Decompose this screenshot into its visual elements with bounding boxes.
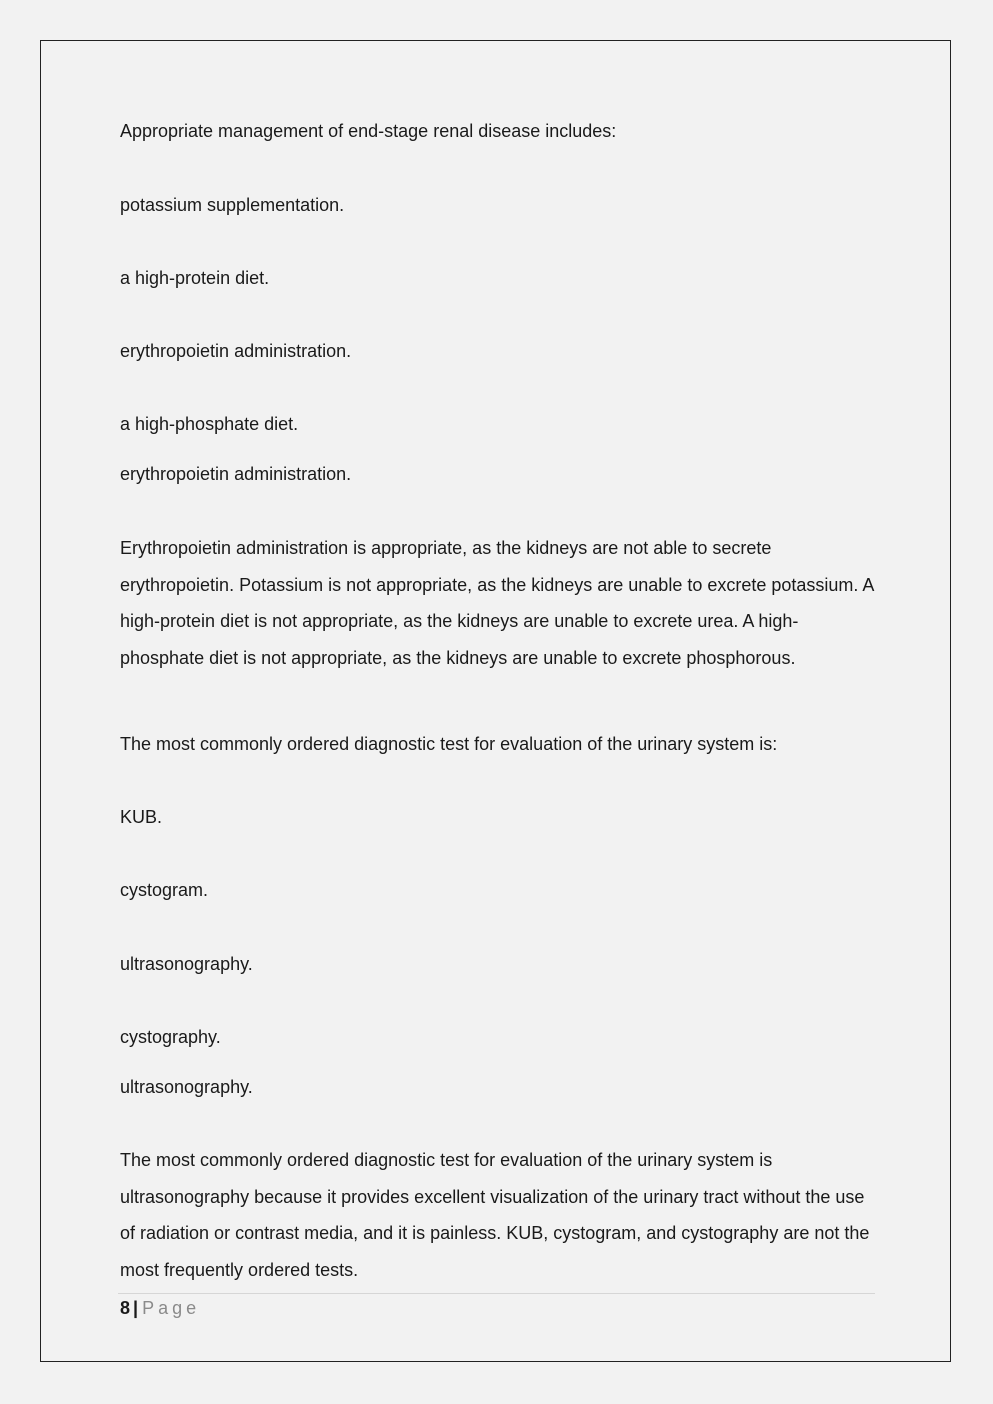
question-1-option-d: a high-phosphate diet. bbox=[120, 414, 299, 434]
question-1-rationale: Erythropoietin administration is appropriate, as the kidneys are not able to secrete erythropoietin. Potassium is not appropriate, as the kidneys are unable to excrete potassium. A high-protein diet is not appropriate, as the kidneys are unable to excrete urea. A high-phosphate diet is not appropriate, as the kidneys are unable to excrete phosphorous. bbox=[120, 538, 874, 668]
page-label: Page bbox=[142, 1298, 201, 1318]
question-1-answer: erythropoietin administration. bbox=[120, 464, 352, 484]
footer-separator: | bbox=[133, 1298, 139, 1318]
page-number: 8 bbox=[120, 1298, 131, 1318]
question-2-text: The most commonly ordered diagnostic test for evaluation of the urinary system is: bbox=[120, 734, 778, 754]
question-1-text: Appropriate management of end-stage renal disease includes: bbox=[120, 121, 617, 141]
question-2-option-c: ultrasonography. bbox=[120, 954, 253, 974]
question-1-option-a: potassium supplementation. bbox=[120, 195, 345, 215]
question-1-option-c: erythropoietin administration. bbox=[120, 341, 352, 361]
question-2-answer: ultrasonography. bbox=[120, 1077, 253, 1097]
question-2-option-d: cystography. bbox=[120, 1027, 221, 1047]
question-1-option-b: a high-protein diet. bbox=[120, 268, 270, 288]
question-2-option-b: cystogram. bbox=[120, 880, 209, 900]
question-2-option-a: KUB. bbox=[120, 807, 163, 827]
footer-divider bbox=[118, 1293, 875, 1294]
question-2-rationale: The most commonly ordered diagnostic test for evaluation of the urinary system is ultrasonography because it provides excellent visualization of the urinary tract without the use of radiation or contrast media, and it is painless. KUB, cystogram, and cystography are not the most frequently ordered tests. bbox=[120, 1150, 870, 1280]
page-footer bbox=[120, 1297, 200, 1319]
